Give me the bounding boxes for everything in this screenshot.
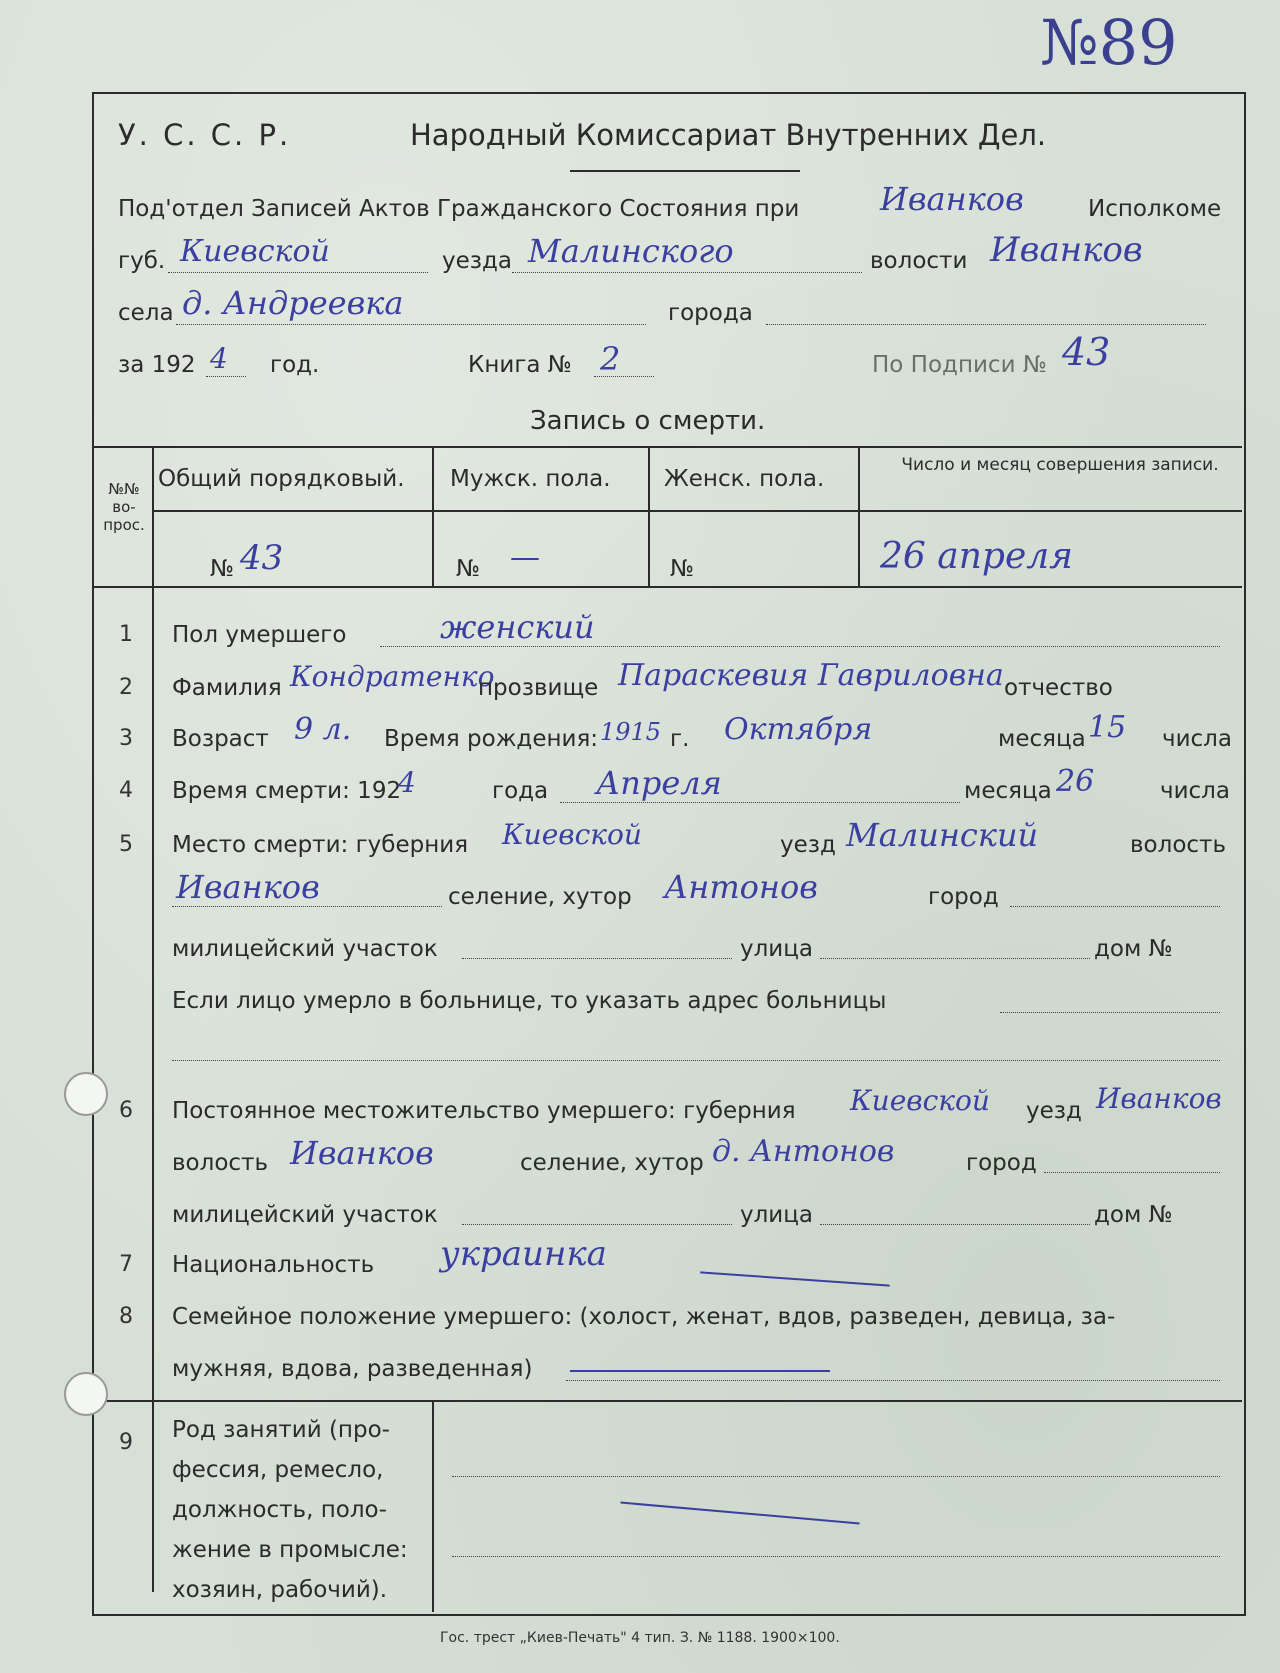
surname-label: Фамилия xyxy=(172,675,282,701)
hospital-line-1 xyxy=(1000,1012,1220,1013)
nationality-label: Национальность xyxy=(172,1252,375,1278)
surname-value: Кондратенко xyxy=(290,660,495,693)
residence-uezd-label: уезд xyxy=(1026,1098,1082,1124)
male-prefix: № xyxy=(456,556,480,582)
marital-stroke xyxy=(570,1370,830,1372)
sex-line xyxy=(380,646,1220,647)
death-month: Апреля xyxy=(596,764,722,802)
date-value: 26 апреля xyxy=(880,536,1074,577)
book-line xyxy=(594,376,654,377)
occupation-line-3: должность, поло- xyxy=(172,1497,387,1523)
selo-label: села xyxy=(118,300,174,326)
section9-divider xyxy=(432,1400,434,1612)
age-value: 9 л. xyxy=(294,712,352,747)
selo-line xyxy=(176,324,646,325)
row-number-8: 8 xyxy=(119,1304,133,1329)
general-prefix: № xyxy=(210,556,234,582)
death-year: 4 xyxy=(398,766,416,799)
militia-line xyxy=(462,958,732,959)
col-general-header: Общий порядковый. xyxy=(158,466,405,492)
year-prefix: за 192 xyxy=(118,352,196,378)
place-volost: Иванков xyxy=(176,868,320,906)
punch-hole-top xyxy=(64,1072,108,1116)
street2-line xyxy=(820,1224,1090,1225)
year-line xyxy=(206,376,246,377)
gorod-label: города xyxy=(668,300,753,326)
row-number-6: 6 xyxy=(119,1098,133,1123)
death-year-label: года xyxy=(492,778,549,804)
book-value: 2 xyxy=(600,340,621,378)
death-day-label: числа xyxy=(1160,778,1230,804)
residence-selo-label: селение, хутор xyxy=(520,1150,704,1176)
birth-label: Время рождения: xyxy=(384,726,599,752)
militia2-line xyxy=(462,1224,732,1225)
street-line xyxy=(820,958,1090,959)
birth-month: Октября xyxy=(724,712,873,747)
male-value: — xyxy=(510,540,540,575)
record-label: По Подписи № xyxy=(872,352,1047,378)
age-label: Возраст xyxy=(172,726,269,752)
residence-volost: Иванков xyxy=(290,1134,434,1172)
section9-top xyxy=(92,1400,1242,1402)
residence-volost-label: волость xyxy=(172,1150,268,1176)
death-label: Время смерти: 192 xyxy=(172,778,402,804)
female-prefix: № xyxy=(670,556,694,582)
archive-number: №89 xyxy=(1040,6,1178,79)
nationality-value: украинка xyxy=(440,1234,607,1274)
gub-line xyxy=(168,272,428,273)
residence-gorod-label: город xyxy=(966,1150,1037,1176)
subdept-value: Иванков xyxy=(880,180,1024,218)
form-title: Запись о смерти. xyxy=(530,406,766,436)
place-uezd: Малинский xyxy=(846,816,1039,854)
col-sep-3 xyxy=(858,446,860,586)
place-gub: Киевской xyxy=(502,818,642,851)
militia2-label: милицейский участок xyxy=(172,1202,438,1228)
occupation-line-4: жение в промысле: xyxy=(172,1537,408,1563)
punch-hole-bottom xyxy=(64,1372,108,1416)
year-value: 4 xyxy=(210,342,228,375)
birth-day-label: числа xyxy=(1162,726,1232,752)
row-number-4: 4 xyxy=(119,778,133,803)
gorod-line xyxy=(766,324,1206,325)
row-number-7: 7 xyxy=(119,1252,133,1277)
volost-label: волости xyxy=(870,248,968,274)
residence-uezd: Иванков xyxy=(1096,1082,1222,1115)
republic-title: У. С. С. Р. xyxy=(118,118,292,152)
street-label: улица xyxy=(740,936,814,962)
row-number-2: 2 xyxy=(119,675,133,700)
place-uezd-label: уезд xyxy=(780,832,836,858)
marital-line-2: мужняя, вдова, разведенная) xyxy=(172,1356,533,1382)
hospital-line-2 xyxy=(172,1060,1220,1061)
row-number-5: 5 xyxy=(119,832,133,857)
occupation-line-2: фессия, ремесло, xyxy=(172,1457,384,1483)
residence-selo: д. Антонов xyxy=(712,1134,895,1169)
birth-day: 15 xyxy=(1088,710,1127,745)
death-month-label: месяца xyxy=(964,778,1052,804)
subdept-label: Под'отдел Записей Актов Гражданского Состояния при xyxy=(118,196,800,222)
marital-line-1: Семейное положение умершего: (холост, женат, вдов, разведен, девица, за- xyxy=(172,1304,1116,1330)
col-sep-2 xyxy=(648,446,650,586)
death-day: 26 xyxy=(1056,764,1095,799)
occupation-line-b xyxy=(452,1556,1220,1557)
place-gorod-label: город xyxy=(928,884,999,910)
street2-label: улица xyxy=(740,1202,814,1228)
record-value: 43 xyxy=(1062,330,1111,374)
commissariat-title: Народный Комиссариат Внутренних Дел. xyxy=(410,118,1047,152)
place-label: Место смерти: губерния xyxy=(172,832,469,858)
place-volost-line xyxy=(172,906,442,907)
table-top xyxy=(92,446,1242,448)
gub-value: Киевской xyxy=(180,234,330,269)
house2-label: дом № xyxy=(1094,1202,1173,1228)
table-mid xyxy=(152,510,1242,512)
death-month-line xyxy=(560,802,960,803)
marital-line xyxy=(566,1380,1220,1381)
place-selo: Антонов xyxy=(664,868,818,906)
header-divider xyxy=(570,170,800,172)
birth-month-label: месяца xyxy=(998,726,1086,752)
sex-label: Пол умершего xyxy=(172,622,347,648)
birth-year: 1915 xyxy=(600,718,662,746)
volost-value: Иванков xyxy=(990,230,1143,270)
col-male-header: Мужск. пола. xyxy=(450,466,611,492)
place-volost-label: волость xyxy=(1130,832,1226,858)
residence-label: Постоянное местожительство умершего: губерния xyxy=(172,1098,796,1124)
uezd-line xyxy=(512,272,862,273)
year-suffix: год. xyxy=(270,352,320,378)
row-number-3: 3 xyxy=(119,726,133,751)
print-footer: Гос. трест „Киев-Печать" 4 тип. З. № 1188. 1900×100. xyxy=(440,1630,840,1646)
qn-header: №№ во-прос. xyxy=(103,480,145,534)
occupation-label xyxy=(172,1410,422,1610)
occupation-line-5: хозяин, рабочий). xyxy=(172,1577,388,1603)
table-bottom xyxy=(92,586,1242,588)
row-number-9: 9 xyxy=(119,1430,133,1455)
house-label: дом № xyxy=(1094,936,1173,962)
executive-label: Исполкоме xyxy=(1088,196,1222,222)
name-value: Параскевия Гавриловна xyxy=(618,658,1004,693)
col-sep-1 xyxy=(432,446,434,586)
place-gorod-line xyxy=(1010,906,1220,907)
sex-value: женский xyxy=(440,608,595,646)
militia-label: милицейский участок xyxy=(172,936,438,962)
row-number-1: 1 xyxy=(119,622,133,647)
occupation-line-1: Род занятий (про- xyxy=(172,1417,390,1443)
occupation-line-a xyxy=(452,1476,1220,1477)
hospital-label: Если лицо умерло в больнице, то указать адрес больницы xyxy=(172,988,887,1014)
selo-value: д. Андреевка xyxy=(182,284,404,322)
residence-gub: Киевской xyxy=(850,1084,990,1117)
residence-gorod-line xyxy=(1044,1172,1220,1173)
general-value: 43 xyxy=(240,538,284,578)
col-female-header: Женск. пола. xyxy=(664,466,825,492)
col-date-header: Число и месяц совершения записи. xyxy=(901,455,1219,475)
place-selo-label: селение, хутор xyxy=(448,884,632,910)
uezd-value: Малинского xyxy=(528,232,734,270)
uezd-label: уезда xyxy=(442,248,512,274)
patronymic-label: отчество xyxy=(1004,675,1113,701)
nickname-label: прозвище xyxy=(478,675,599,701)
birth-g: г. xyxy=(670,726,690,752)
col-sep-0 xyxy=(152,446,154,1592)
gub-label: губ. xyxy=(118,248,166,274)
book-label: Книга № xyxy=(468,352,572,378)
